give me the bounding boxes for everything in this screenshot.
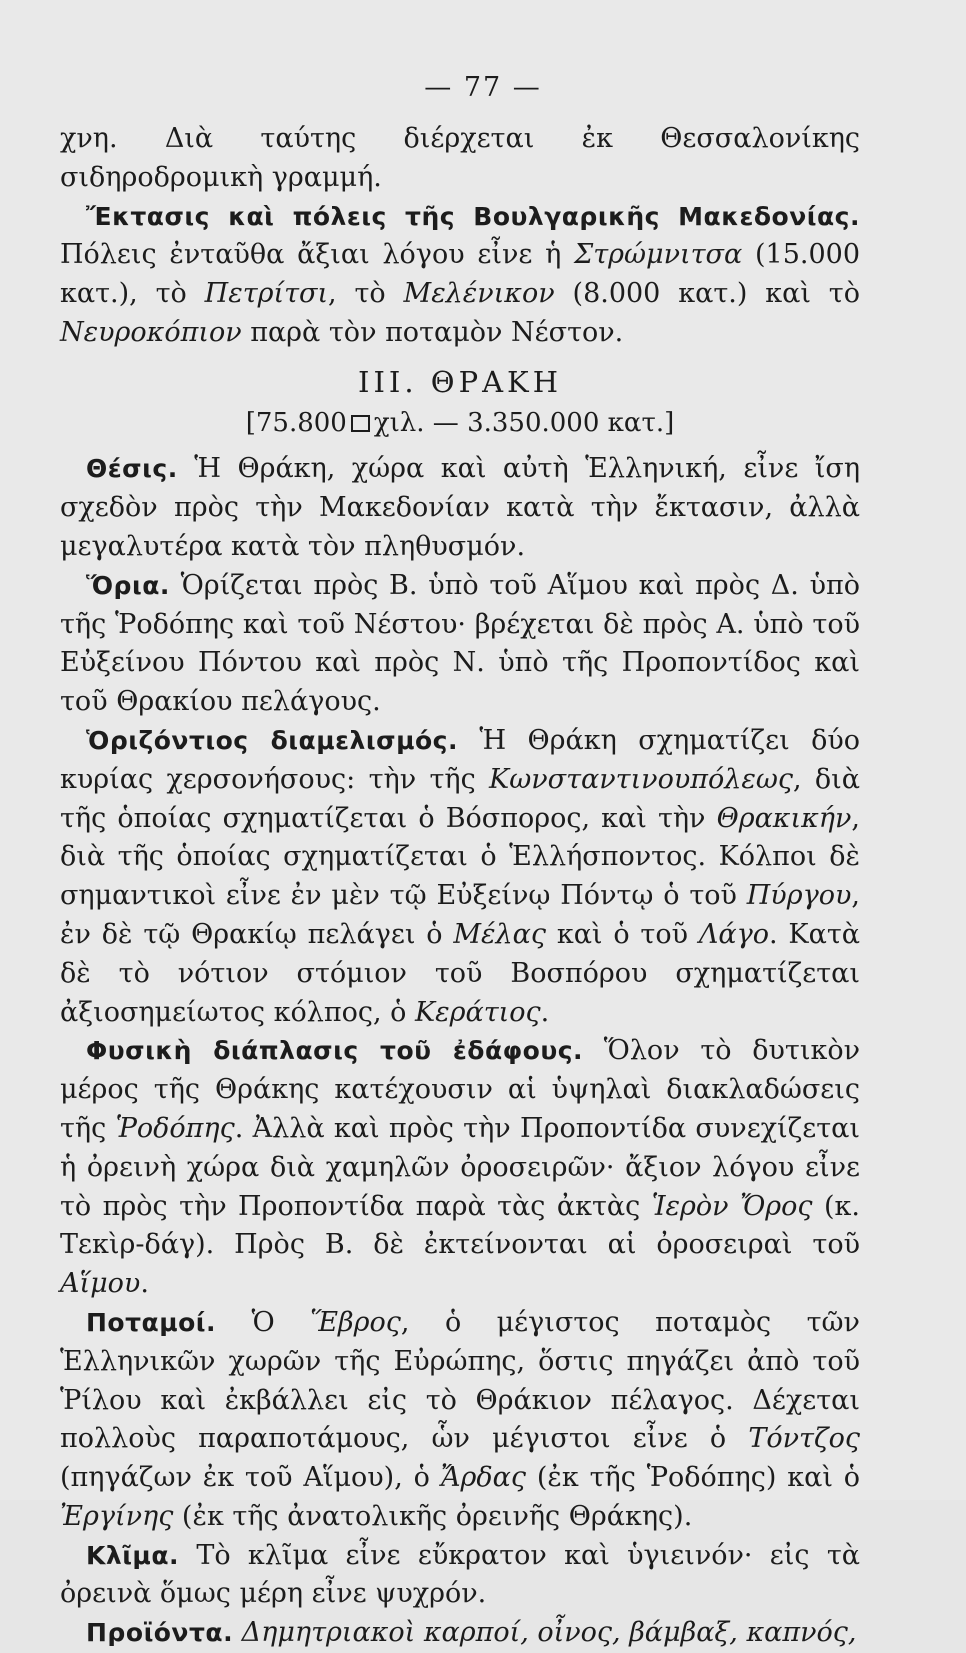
section-heading-borders: Ὅρια. [86,570,170,600]
chapter-statistics: [75.800 χιλ. — 3.350.000 κατ.] [245,407,675,438]
section-heading-relief: Φυσικὴ διάπλασις τοῦ ἐδάφους. [86,1036,584,1066]
section-heading-climate: Κλῖμα. [86,1540,180,1570]
paragraph-products: Προϊόντα. Δημητριακοὶ καρποί, οἶνος, βάμβαξ, καπνός, [86,1617,857,1649]
section-heading-extent: Ἔκτασις καὶ πόλεις τῆς Βουλγαρικῆς Μακεδονίας. [86,201,860,231]
paragraph-coastline: Ὁριζόντιος διαμελισμός. Ἡ Θράκη σχηματίζει δύο κυρίας χερσονήσους: τὴν τῆς Κωνσταντινουπόλεως, διὰ τῆς ὁποίας σχηματίζεται ὁ Βόσπορος, καὶ τὴν Θρακικήν, διὰ τῆς ὁποίας σχηματίζεται ὁ Ἑλλήσποντος. Κόλποι δὲ σημαντικοὶ εἶνε ἐν μὲν τῷ Εὐξείνῳ Πόντῳ ὁ τοῦ Πύργου, ἐν δὲ τῷ Θρακίῳ πελάγει ὁ Μέλας καὶ ὁ τοῦ Λάγο. Κατὰ δὲ τὸ νότιον στόμιον τοῦ Βοσπόρου σχηματίζεται ἀξιοσημείωτος κόλπος, ὁ Κεράτιος. [60,724,861,1028]
paragraph-bulgarian-macedonia: Ἔκτασις καὶ πόλεις τῆς Βουλγαρικῆς Μακεδονίας. Πόλεις ἐνταῦθα ἄξιαι λόγου εἶνε ἡ Στρώμνιτσα (15.000 κατ.), τὸ Πετρίτσι, τὸ Μελένικον (8.000 κατ.) καὶ τὸ Νευροκόπιον παρὰ τὸν ποταμὸν Νέστον. [60,201,860,348]
page-body [60,120,860,1653]
section-heading-products: Προϊόντα. [86,1618,234,1648]
chapter-title: ΙΙΙ. ΘΡΑΚΗ [358,364,562,399]
paragraph-borders: Ὅρια. Ὁρίζεται πρὸς Β. ὑπὸ τοῦ Αἵμου καὶ πρὸς Δ. ὑπὸ τῆς Ῥοδόπης καὶ τοῦ Νέστου· βρέχεται δὲ πρὸς Α. ὑπὸ τοῦ Εὐξείνου Πόντου καὶ πρὸς Ν. ὑπὸ τῆς Προποντίδος καὶ τοῦ Θρακίου πελάγους. [60,569,860,718]
paragraph-continuation: χνη. Διὰ ταύτης διέρχεται ἐκ Θεσσαλονίκης σιδηροδρομικὴ γραμμή. [60,123,860,193]
section-heading-coastline: Ὁριζόντιος διαμελισμός. [86,725,458,755]
paragraph-climate: Κλῖμα. Τὸ κλῖμα εἶνε εὔκρατον καὶ ὑγιεινόν· εἰς τὰ ὀρεινὰ ὅμως μέρη εἶνε ψυχρόν. [60,1539,860,1610]
section-heading-position: Θέσις. [86,454,178,484]
paragraph-position: Θέσις. Ἡ Θράκη, χώρα καὶ αὐτὴ Ἑλληνική, εἶνε ἴση σχεδὸν πρὸς τὴν Μακεδονίαν κατὰ τὴν ἔκτασιν, ἀλλὰ μεγαλυτέρα κατὰ τὸν πληθυσμόν. [60,453,860,562]
paragraph-rivers: Ποταμοί. Ὁ Ἕβρος, ὁ μέγιστος ποταμὸς τῶν Ἑλληνικῶν χωρῶν τῆς Εὐρώπης, ὅστις πηγάζει ἀπὸ τοῦ Ῥίλου καὶ ἐκβάλλει εἰς τὸ Θράκιον πέλαγος. Δέχεται πολλοὺς παραποτάμους, ὧν μέγιστοι εἶνε ὁ Τόντζος (πηγάζων ἐκ τοῦ Αἵμου), ὁ Ἄρδας (ἐκ τῆς Ῥοδόπης) καὶ ὁ Ἐργίνης (ἐκ τῆς ἀνατολικῆς ὀρεινῆς Θράκης). [60,1306,860,1532]
square-km-box-icon [351,415,370,432]
section-heading-rivers: Ποταμοί. [86,1307,217,1337]
paragraph-relief: Φυσικὴ διάπλασις τοῦ ἐδάφους. Ὅλον τὸ δυτικὸν μέρος τῆς Θράκης κατέχουσιν αἱ ὑψηλαὶ διακλαδώσεις τῆς Ῥοδόπης. Ἀλλὰ καὶ πρὸς τὴν Προποντίδα συνεχίζεται ἡ ὀρεινὴ χώρα διὰ χαμηλῶν ὀροσειρῶν· ἄξιον λόγου εἶνε τὸ πρὸς τὴν Προποντίδα παρὰ τὰς ἀκτὰς Ἱερὸν Ὄρος (κ. Τεκὶρ-δάγ). Πρὸς Β. δὲ ἐκτείνονται αἱ ὀροσειραὶ τοῦ Αἵμου. [60,1035,861,1300]
page-number: — 77 — [424,72,542,103]
